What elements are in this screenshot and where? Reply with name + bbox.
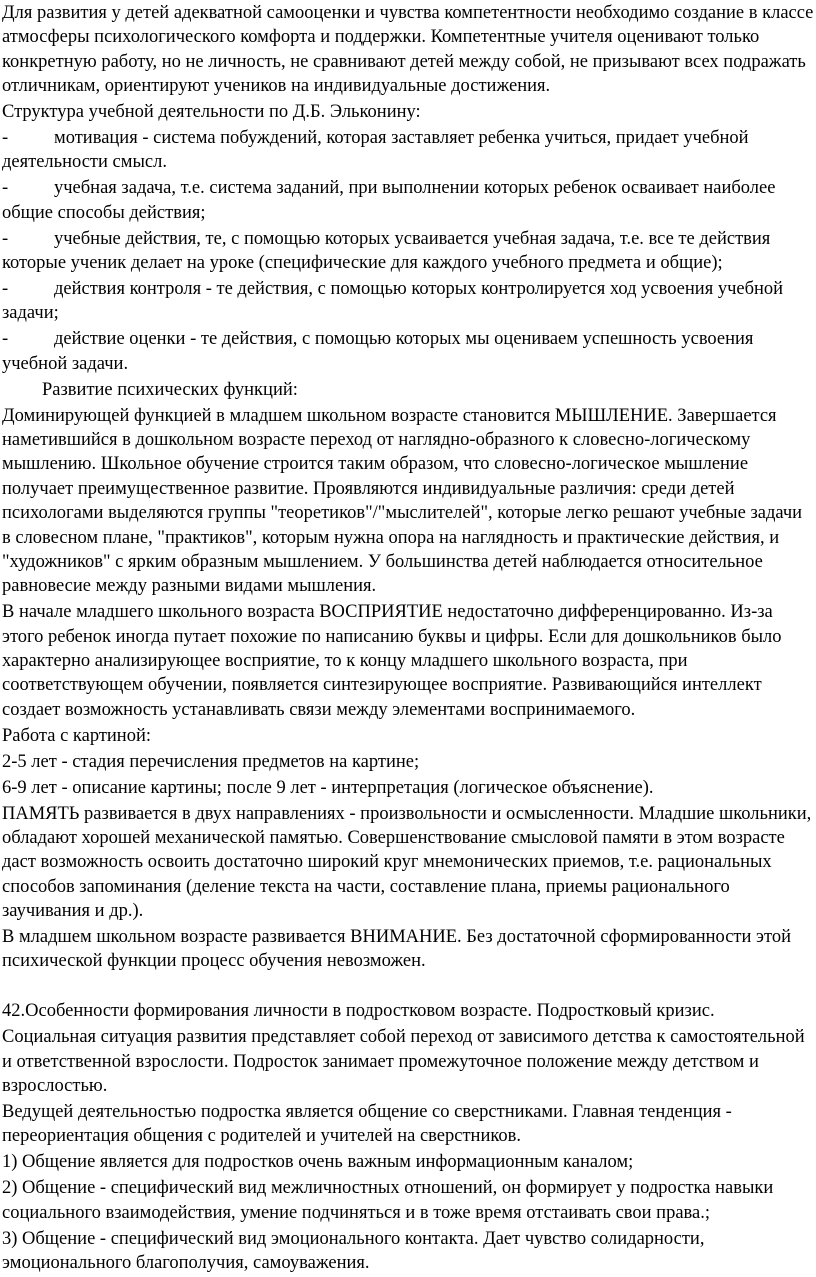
list-item	[2, 227, 814, 276]
paragraph: 2) Общение - специфический вид межличностных отношений, он формирует у подростка навыки социального взаимодействия, умение подчиняться и в тоже время отстаивать свои права.;	[2, 1178, 774, 1223]
list-item	[2, 327, 814, 376]
paragraph: Социальная ситуация развития представляет собой переход от зависимого детства к самостоятельной и ответственной взрослости. Подросток занимает промежуточное положение между детством и взрослостью.	[2, 1027, 805, 1097]
list-dash: -	[2, 228, 9, 249]
list-item-text: учебная задача, т.е. система заданий, при выполнении которых ребенок осваивает наиболее общие способы действия;	[2, 178, 776, 223]
paragraph: 6-9 лет - описание картины; после 9 лет - интерпретация (логическое объяснение).	[2, 777, 654, 798]
section-heading: Развитие психических функций:	[42, 379, 298, 400]
list-item-text: действие оценки - те действия, с помощью которых мы оцениваем успешность усвоения учебной задачи.	[2, 329, 754, 374]
list-dash: -	[2, 329, 9, 350]
list-dash: -	[2, 128, 9, 149]
document-body	[0, 1, 816, 1277]
paragraph: 1) Общение является для подростков очень важным информационным каналом;	[2, 1152, 634, 1173]
list-item-text: мотивация - система побуждений, которая заставляет ребенка учиться, придает учебной деятельности смысл.	[2, 128, 749, 173]
paragraph: Для развития у детей адекватной самооценки и чувства компетентности необходимо создание в классе атмосферы психологического комфорта и поддержки. Компетентные учителя оценивают только конкретную работу, но не личность, не сравнивают детей между собой, не призывают всех подражать отличникам, ориентируют учеников на индивидуальные достижения.	[2, 3, 814, 97]
list-dash: -	[2, 278, 9, 299]
list-item-text: действия контроля - те действия, с помощью которых контролируется ход усвоения учебной задачи;	[2, 278, 784, 324]
list-item-text: учебные действия, те, с помощью которых усваивается учебная задача, т.е. все те действия которые ученик делает на уроке (специфические для каждого учебного предмета и общие);	[2, 228, 771, 274]
paragraph: 3) Общение - специфический вид эмоционального контакта. Дает чувство солидарности, эмоционального благополучия, самоуважения.	[2, 1228, 705, 1273]
list-dash: -	[2, 178, 9, 199]
paragraph: ПАМЯТЬ развивается в двух направлениях - произвольности и осмысленности. Младшие школьники, обладают хорошей механической памятью. Совершенствование смысловой памяти в этом возрасте даст возможность освоить достаточно широкий круг мнемонических приемов, т.е. рациональных способов запоминания (деление текста на части, составление плана, приемы рационального заучивания и др.).	[2, 803, 812, 922]
list-item	[2, 277, 814, 326]
list-item	[2, 176, 814, 225]
paragraph: Структура учебной деятельности по Д.Б. Эльконину:	[2, 102, 421, 123]
blank-line	[2, 975, 814, 999]
paragraph: В начале младшего школьного возраста ВОСПРИЯТИЕ недостаточно дифференцированно. Из-за этого ребенок иногда путает похожие по написанию буквы и цифры. Если для дошкольников было характерно анализирующее восприятие, то к концу младшего школьного возраста, при соответствующем обучении, появляется синтезирующее восприятие. Развивающийся интеллект создает возможность устанавливать связи между элементами воспринимаемого.	[2, 602, 782, 720]
section-title: 42.Особенности формирования личности в подростковом возрасте. Подростковый кризис.	[2, 1001, 715, 1022]
paragraph: Ведущей деятельностью подростка является общение со сверстниками. Главная тенденция - переориентация общения с родителей и учителей на сверстников.	[2, 1101, 732, 1147]
list-item	[2, 126, 814, 175]
paragraph: В младшем школьном возрасте развивается ВНИМАНИЕ. Без достаточной сформированности этой психической функции процесс обучения невозможен.	[2, 927, 791, 972]
paragraph: Работа с картиной:	[2, 725, 152, 746]
paragraph: Доминирующей функцией в младшем школьном возрасте становится МЫШЛЕНИЕ. Завершается наметившийся в дошкольном возрасте переход от наглядно-образного к словесно-логическому мышлению. Школьное обучение строится таким образом, что словесно-логическое мышление получает преимущественное развитие. Проявляются индивидуальные различия: среди детей психологами выделяются группы "теоретиков"/"мыслителей", которые легко решают учебные задачи в словесном плане, "практиков", которым нужна опора на наглядность и практические действия, и "художников" с ярким образным мышлением. У большинства детей наблюдается относительное равновесие между разными видами мышления.	[2, 405, 803, 597]
paragraph: 2-5 лет - стадия перечисления предметов на картине;	[2, 751, 420, 772]
